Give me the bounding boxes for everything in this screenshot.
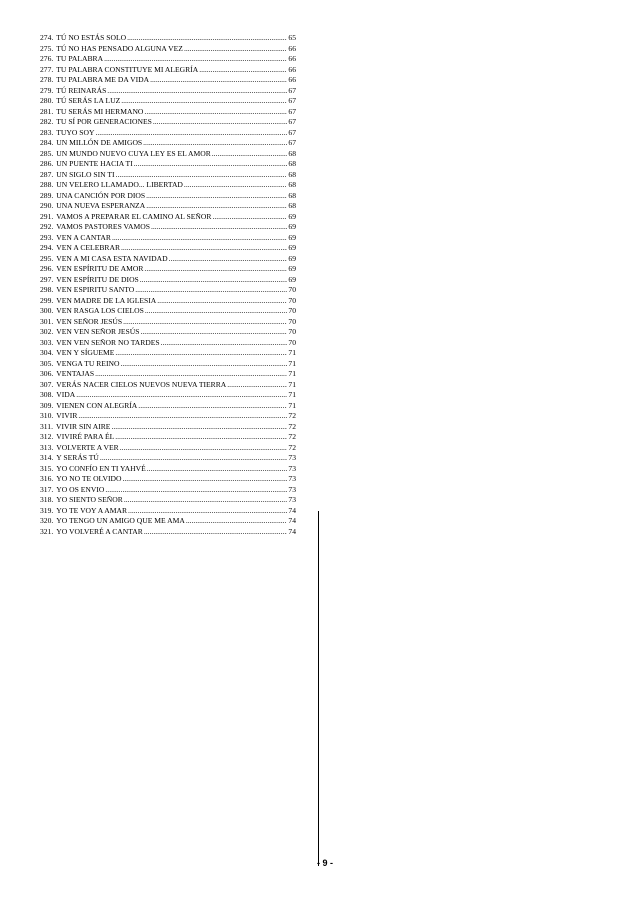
toc-entry-page: 66 xyxy=(288,64,296,74)
toc-dot-leader xyxy=(144,527,288,538)
toc-entry-number: 318. xyxy=(40,495,54,504)
toc-entry xyxy=(40,180,296,191)
toc-dot-leader xyxy=(157,296,287,307)
toc-entry xyxy=(40,33,296,44)
toc-entry-number: 276. xyxy=(40,54,54,63)
toc-entry-title: UN MUNDO NUEVO CUYA LEY ES EL AMOR xyxy=(56,148,211,158)
toc-entry xyxy=(40,380,296,391)
toc-entry-page: 70 xyxy=(288,306,296,315)
toc-entry xyxy=(40,474,296,485)
toc-entry xyxy=(40,243,296,254)
toc-entry-page: 71 xyxy=(288,379,296,389)
toc-entry-page: 73 xyxy=(288,463,296,473)
toc-dot-leader xyxy=(212,149,288,160)
toc-entry xyxy=(40,201,296,212)
toc-entry xyxy=(40,65,296,76)
toc-dot-leader xyxy=(144,107,287,118)
toc-entry-page: 71 xyxy=(288,369,296,378)
toc-dot-leader xyxy=(184,180,287,191)
toc-dot-leader xyxy=(184,44,287,55)
toc-dot-leader xyxy=(134,159,288,170)
toc-entry-page: 73 xyxy=(288,495,296,504)
toc-entry-page: 74 xyxy=(288,526,296,536)
toc-entry-title: VEN VEN SEÑOR JESÚS xyxy=(56,327,140,336)
toc-entry-page: 69 xyxy=(288,264,296,273)
toc-entry-page: 67 xyxy=(288,117,296,126)
toc-entry xyxy=(40,422,296,433)
toc-entry xyxy=(40,212,296,223)
toc-entry-title: TÚ REINARÁS xyxy=(56,85,107,95)
toc-entry-title: UN PUENTE HACIA TI xyxy=(56,159,133,168)
toc-entry xyxy=(40,149,296,160)
toc-entry-title: YO SIENTO SEÑOR xyxy=(56,495,123,504)
toc-entry xyxy=(40,485,296,496)
toc-entry xyxy=(40,264,296,275)
toc-entry-number: 295. xyxy=(40,253,54,263)
toc-dot-leader xyxy=(135,285,287,296)
toc-entry xyxy=(40,338,296,349)
toc-entry-number: 294. xyxy=(40,243,54,252)
toc-entry-number: 284. xyxy=(40,138,54,147)
toc-entry-page: 71 xyxy=(288,390,296,399)
toc-entry-page: 67 xyxy=(288,138,296,147)
toc-dot-leader xyxy=(120,359,287,370)
toc-dot-leader xyxy=(122,474,287,485)
toc-entry-page: 66 xyxy=(288,75,296,84)
toc-entry-number: 306. xyxy=(40,369,54,378)
toc-entry-title: UN SIGLO SIN TI xyxy=(56,169,115,179)
toc-entry-page: 72 xyxy=(288,442,296,452)
toc-entry-title: Y SERÁS TÚ xyxy=(56,453,99,462)
toc-entry-page: 71 xyxy=(288,358,296,368)
toc-entry-page: 69 xyxy=(288,253,296,263)
toc-entry-title: VENGA TU REINO xyxy=(56,358,120,368)
toc-entry-page: 70 xyxy=(288,337,296,347)
toc-entry-title: VIVIRÉ PARA ÉL xyxy=(56,432,115,441)
toc-entry-title: VEN SEÑOR JESÚS xyxy=(56,316,123,326)
toc-entry-number: 319. xyxy=(40,505,54,515)
toc-dot-leader xyxy=(127,33,287,44)
toc-entry-title: VEN ESPÍRITU DE DIOS xyxy=(56,274,139,284)
toc-dot-leader xyxy=(146,191,287,202)
toc-entry-number: 311. xyxy=(40,421,54,431)
toc-entry-title: VEN VEN SEÑOR NO TARDES xyxy=(56,337,160,347)
toc-dot-leader xyxy=(153,117,288,128)
toc-entry-number: 286. xyxy=(40,159,54,168)
toc-entry-title: VEN RASGA LOS CIELOS xyxy=(56,306,144,315)
toc-dot-leader xyxy=(146,201,287,212)
toc-entry-number: 316. xyxy=(40,474,54,483)
toc-entry-number: 280. xyxy=(40,96,54,105)
toc-entry-number: 307. xyxy=(40,379,54,389)
toc-entry-number: 302. xyxy=(40,327,54,336)
toc-entry-page: 71 xyxy=(288,400,296,410)
toc-dot-leader xyxy=(78,411,287,422)
toc-entry xyxy=(40,401,296,412)
toc-dot-leader xyxy=(145,306,288,317)
toc-entry-number: 309. xyxy=(40,400,54,410)
toc-entry-title: TÚ SERÁS LA LUZ xyxy=(56,96,121,105)
toc-entry-page: 67 xyxy=(288,106,296,116)
toc-entry xyxy=(40,516,296,527)
toc-dot-leader xyxy=(199,65,287,76)
toc-entry xyxy=(40,285,296,296)
toc-entry-number: 315. xyxy=(40,463,54,473)
toc-entry-number: 298. xyxy=(40,285,54,294)
toc-entry-title: VAMOS PASTORES VAMOS xyxy=(56,222,150,231)
toc-entry-page: 70 xyxy=(288,316,296,326)
toc-entry-title: YO NO TE OLVIDO xyxy=(56,474,122,483)
toc-entry-page: 70 xyxy=(288,295,296,305)
toc-entry-page: 68 xyxy=(288,159,296,168)
toc-entry-number: 297. xyxy=(40,274,54,284)
toc-entry-title: YO TENGO UN AMIGO QUE ME AMA xyxy=(56,516,185,525)
toc-dot-leader xyxy=(105,485,287,496)
toc-entry-title: VEN ESPIRITU SANTO xyxy=(56,285,135,294)
toc-dot-leader xyxy=(141,327,288,338)
toc-entry-title: YO TE VOY A AMAR xyxy=(56,505,128,515)
toc-entry-number: 293. xyxy=(40,232,54,242)
toc-entry xyxy=(40,432,296,443)
toc-dot-leader xyxy=(104,54,287,65)
toc-dot-leader xyxy=(140,275,288,286)
column-divider xyxy=(318,511,319,866)
toc-entry-title: TÚ NO HAS PENSADO ALGUNA VEZ xyxy=(56,43,183,53)
toc-dot-leader xyxy=(161,338,288,349)
toc-entry-page: 68 xyxy=(288,169,296,179)
toc-entry-title: TU PALABRA CONSTITUYE MI ALEGRÍA xyxy=(56,64,199,74)
toc-entry-number: 303. xyxy=(40,337,54,347)
toc-entry-number: 308. xyxy=(40,390,54,399)
toc-dot-leader xyxy=(124,495,288,506)
toc-dot-leader xyxy=(121,96,287,107)
toc-dot-leader xyxy=(169,254,288,265)
toc-entry-page: 70 xyxy=(288,327,296,336)
toc-entry-number: 296. xyxy=(40,264,54,273)
toc-entry-number: 275. xyxy=(40,43,54,53)
toc-entry-number: 313. xyxy=(40,442,54,452)
toc-dot-leader xyxy=(121,243,287,254)
toc-entry-title: VIDA xyxy=(56,390,76,399)
toc-entry-page: 66 xyxy=(288,43,296,53)
toc-entry-page: 73 xyxy=(288,484,296,494)
toc-entry-title: TÚ NO ESTÁS SOLO xyxy=(56,33,127,42)
toc-entry-number: 285. xyxy=(40,148,54,158)
toc-dot-leader xyxy=(115,432,287,443)
toc-entry-number: 278. xyxy=(40,75,54,84)
toc-entry-page: 67 xyxy=(288,96,296,105)
toc-dot-leader xyxy=(212,212,287,223)
toc-entry xyxy=(40,222,296,233)
toc-entry-title: TU PALABRA xyxy=(56,54,104,63)
toc-dot-leader xyxy=(128,506,287,517)
toc-entry xyxy=(40,453,296,464)
toc-dot-leader xyxy=(111,422,287,433)
toc-entry-title: VIVIR SIN AIRE xyxy=(56,421,111,431)
toc-dot-leader xyxy=(123,317,287,328)
toc-entry xyxy=(40,390,296,401)
toc-dot-leader xyxy=(144,264,287,275)
toc-entry-page: 69 xyxy=(288,222,296,231)
toc-entry-number: 291. xyxy=(40,211,54,221)
toc-entry-title: VERÁS NACER CIELOS NUEVOS NUEVA TIERRA xyxy=(56,379,227,389)
toc-entry-page: 73 xyxy=(288,474,296,483)
table-of-contents xyxy=(40,33,296,537)
toc-entry-number: 317. xyxy=(40,484,54,494)
toc-entry xyxy=(40,359,296,370)
toc-entry-number: 279. xyxy=(40,85,54,95)
toc-entry xyxy=(40,117,296,128)
toc-entry xyxy=(40,527,296,538)
toc-entry xyxy=(40,296,296,307)
toc-entry-number: 282. xyxy=(40,117,54,126)
toc-entry xyxy=(40,306,296,317)
toc-dot-leader xyxy=(100,453,287,464)
toc-entry-number: 283. xyxy=(40,127,54,137)
toc-entry xyxy=(40,506,296,517)
toc-entry-number: 274. xyxy=(40,33,54,42)
toc-entry-number: 305. xyxy=(40,358,54,368)
toc-entry-title: TU SÍ POR GENERACIONES xyxy=(56,117,152,126)
toc-entry-title: YO CONFÍO EN TI YAHVÉ xyxy=(56,463,146,473)
page-number: - 9 - xyxy=(316,858,333,868)
toc-dot-leader xyxy=(107,86,287,97)
toc-entry xyxy=(40,254,296,265)
toc-entry xyxy=(40,159,296,170)
toc-entry-page: 72 xyxy=(288,421,296,431)
toc-entry xyxy=(40,317,296,328)
toc-entry xyxy=(40,128,296,139)
toc-entry xyxy=(40,369,296,380)
toc-entry-page: 68 xyxy=(288,180,296,189)
toc-entry-title: VEN A MI CASA ESTA NAVIDAD xyxy=(56,253,168,263)
toc-entry-page: 74 xyxy=(288,505,296,515)
toc-entry-title: UN MILLÓN DE AMIGOS xyxy=(56,138,143,147)
toc-entry xyxy=(40,44,296,55)
toc-entry-title: UNA NUEVA ESPERANZA xyxy=(56,201,146,210)
toc-entry-page: 73 xyxy=(288,453,296,462)
toc-entry-title: YO OS ENVIO xyxy=(56,484,105,494)
toc-entry xyxy=(40,191,296,202)
toc-dot-leader xyxy=(112,233,287,244)
toc-dot-leader xyxy=(143,138,287,149)
toc-dot-leader xyxy=(147,464,288,475)
toc-dot-leader xyxy=(120,443,288,454)
toc-entry-title: UNA CANCIÓN POR DIOS xyxy=(56,190,146,200)
toc-entry-page: 69 xyxy=(288,232,296,242)
toc-entry-number: 287. xyxy=(40,169,54,179)
toc-entry xyxy=(40,233,296,244)
toc-entry-title: TU SERÁS MI HERMANO xyxy=(56,106,144,116)
toc-entry xyxy=(40,96,296,107)
toc-entry-title: VEN ESPÍRITU DE AMOR xyxy=(56,264,144,273)
toc-entry xyxy=(40,86,296,97)
toc-entry-title: VEN A CANTAR xyxy=(56,232,111,242)
toc-entry-page: 65 xyxy=(288,33,296,42)
toc-entry-number: 310. xyxy=(40,411,54,420)
toc-entry-page: 74 xyxy=(288,516,296,525)
toc-entry-page: 68 xyxy=(288,148,296,158)
toc-dot-leader xyxy=(76,390,287,401)
toc-entry xyxy=(40,464,296,475)
toc-entry-title: VEN MADRE DE LA IGLESIA xyxy=(56,295,157,305)
toc-entry xyxy=(40,75,296,86)
toc-dot-leader xyxy=(151,222,287,233)
toc-entry xyxy=(40,411,296,422)
toc-entry-number: 321. xyxy=(40,526,54,536)
toc-entry-number: 288. xyxy=(40,180,54,189)
toc-entry-title: VOLVERTE A VER xyxy=(56,442,119,452)
toc-dot-leader xyxy=(95,369,287,380)
toc-entry-page: 69 xyxy=(288,243,296,252)
toc-dot-leader xyxy=(186,516,288,527)
toc-entry-page: 72 xyxy=(288,432,296,441)
toc-entry-title: TU PALABRA ME DA VIDA xyxy=(56,75,150,84)
toc-entry-page: 69 xyxy=(288,211,296,221)
toc-entry-title: VENTAJAS xyxy=(56,369,95,378)
toc-entry-title: VEN Y SÍGUEME xyxy=(56,348,115,357)
toc-entry-number: 300. xyxy=(40,306,54,315)
toc-entry-page: 68 xyxy=(288,190,296,200)
toc-entry-number: 299. xyxy=(40,295,54,305)
toc-entry xyxy=(40,54,296,65)
toc-entry-title: VIVIR xyxy=(56,411,78,420)
toc-entry-title: TUYO SOY xyxy=(56,127,95,137)
toc-entry xyxy=(40,348,296,359)
toc-dot-leader xyxy=(95,128,287,139)
toc-dot-leader xyxy=(116,170,288,181)
toc-entry-title: VIENEN CON ALEGRÍA xyxy=(56,400,138,410)
toc-dot-leader xyxy=(150,75,287,86)
toc-entry-number: 301. xyxy=(40,316,54,326)
toc-entry xyxy=(40,443,296,454)
toc-entry-number: 304. xyxy=(40,348,54,357)
toc-entry-page: 67 xyxy=(288,127,296,137)
toc-entry-number: 312. xyxy=(40,432,54,441)
toc-entry xyxy=(40,495,296,506)
toc-entry-page: 71 xyxy=(288,348,296,357)
toc-entry-number: 281. xyxy=(40,106,54,116)
toc-entry-title: UN VELERO LLAMADO... LIBERTAD xyxy=(56,180,183,189)
toc-dot-leader xyxy=(115,348,287,359)
toc-entry-number: 320. xyxy=(40,516,54,525)
toc-entry-title: YO VOLVERÉ A CANTAR xyxy=(56,526,143,536)
toc-entry-page: 70 xyxy=(288,285,296,294)
toc-entry-number: 290. xyxy=(40,201,54,210)
toc-entry-number: 289. xyxy=(40,190,54,200)
toc-entry xyxy=(40,170,296,181)
toc-entry xyxy=(40,327,296,338)
toc-entry-title: VAMOS A PREPARAR EL CAMINO AL SEÑOR xyxy=(56,211,212,221)
toc-entry-page: 66 xyxy=(288,54,296,63)
toc-dot-leader xyxy=(227,380,287,391)
toc-entry-page: 67 xyxy=(288,85,296,95)
toc-entry xyxy=(40,275,296,286)
toc-entry xyxy=(40,138,296,149)
toc-entry-number: 314. xyxy=(40,453,54,462)
toc-entry-page: 72 xyxy=(288,411,296,420)
toc-entry xyxy=(40,107,296,118)
toc-entry-page: 69 xyxy=(288,274,296,284)
toc-entry-number: 277. xyxy=(40,64,54,74)
toc-entry-page: 68 xyxy=(288,201,296,210)
toc-dot-leader xyxy=(138,401,287,412)
toc-entry-title: VEN A CELEBRAR xyxy=(56,243,121,252)
toc-entry-number: 292. xyxy=(40,222,54,231)
